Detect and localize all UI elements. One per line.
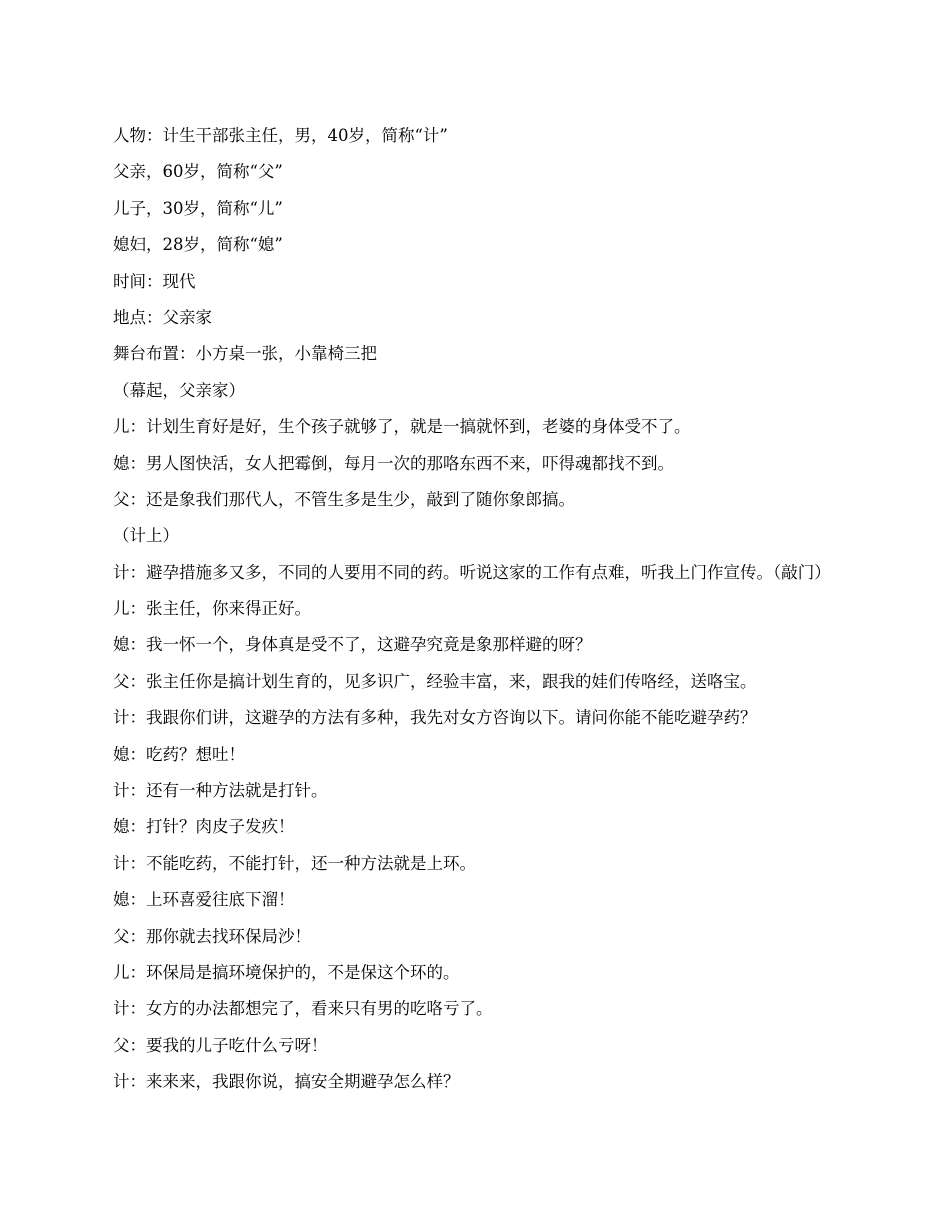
dialogue-line: 计：避孕措施多又多，不同的人要用不同的药。听说这家的工作有点难，听我上门作宣传。（敲门） bbox=[113, 562, 831, 582]
dialogue-line: 父：张主任你是搞计划生育的，见多识广，经验丰富，来，跟我的娃们传咯经，送咯宝。 bbox=[113, 671, 757, 691]
dialogue-line: 媳：我一怀一个，身体真是受不了，这避孕究竟是象那样避的呀？ bbox=[113, 635, 592, 655]
place-line: 地点：父亲家 bbox=[113, 307, 212, 327]
dialogue-line: 计：还有一种方法就是打针。 bbox=[113, 781, 328, 801]
dialogue-line: 父：要我的儿子吃什么亏呀！ bbox=[113, 1035, 328, 1055]
stage-setup-line: 舞台布置：小方桌一张，小靠椅三把 bbox=[113, 344, 377, 364]
cast-line-son: 儿子，30岁，简称“儿” bbox=[113, 198, 283, 218]
dialogue-line: 父：还是象我们那代人，不管生多是生少，敲到了随你象郎搞。 bbox=[113, 489, 575, 509]
cast-line-father: 父亲，60岁，简称“父” bbox=[113, 162, 283, 182]
script-body bbox=[113, 125, 843, 1108]
dialogue-line: 儿：计划生育好是好，生个孩子就够了，就是一搞就怀到，老婆的身体受不了。 bbox=[113, 417, 691, 437]
dialogue-line: 计：来来来，我跟你说，搞安全期避孕怎么样？ bbox=[113, 1072, 460, 1092]
stage-direction: （幕起，父亲家） bbox=[113, 380, 245, 400]
dialogue-line: 计：不能吃药，不能打针，还一种方法就是上环。 bbox=[113, 853, 476, 873]
stage-direction: （计上） bbox=[113, 526, 179, 546]
dialogue-line: 计：女方的办法都想完了，看来只有男的吃咯亏了。 bbox=[113, 999, 493, 1019]
dialogue-line: 计：我跟你们讲，这避孕的方法有多种，我先对女方咨询以下。请问你能不能吃避孕药？ bbox=[113, 708, 757, 728]
dialogue-line: 媳：男人图快活，女人把霉倒，每月一次的那咯东西不来，吓得魂都找不到。 bbox=[113, 453, 674, 473]
dialogue-line: 媳：打针？肉皮子发疚！ bbox=[113, 817, 295, 837]
cast-line-director: 人物：计生干部张主任，男，40岁，简称“计” bbox=[113, 126, 448, 145]
cast-line-daughter-in-law: 媳妇，28岁，简称“媳” bbox=[113, 235, 283, 255]
dialogue-line: 儿：张主任，你来得正好。 bbox=[113, 599, 311, 619]
dialogue-line: 儿：环保局是搞环境保护的，不是保这个环的。 bbox=[113, 962, 460, 982]
dialogue-line: 媳：吃药？想吐！ bbox=[113, 744, 245, 764]
dialogue-line: 媳：上环喜爱往底下溜！ bbox=[113, 890, 295, 910]
dialogue-line: 父：那你就去找环保局沙！ bbox=[113, 926, 311, 946]
time-line: 时间：现代 bbox=[113, 271, 196, 291]
